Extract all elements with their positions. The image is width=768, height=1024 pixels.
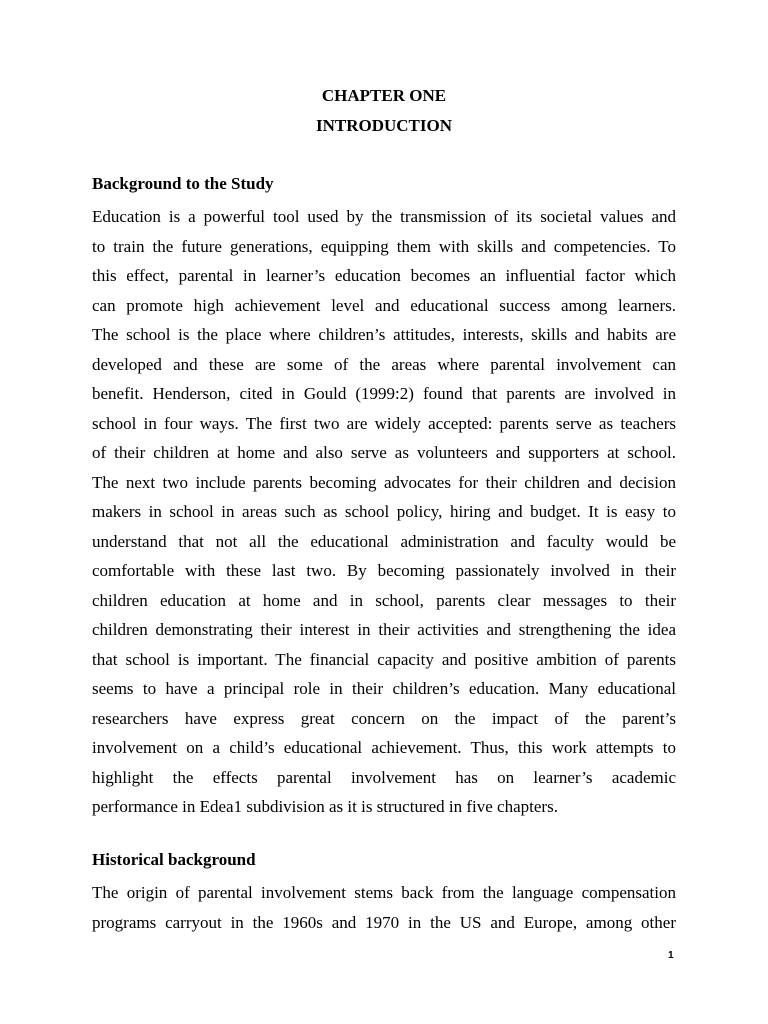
paragraph-line: benefit. Henderson, cited in Gould (1999:2) found that parents are involved in xyxy=(92,384,676,403)
paragraph-line: seems to have a principal role in their children’s education. Many educational xyxy=(92,679,676,698)
paragraph-line: school in four ways. The first two are widely accepted: parents serve as teachers xyxy=(92,413,676,433)
paragraph-line: researchers have express great concern on the impact of the parent’s xyxy=(92,708,676,728)
paragraph-line: The school is the place where children’s attitudes, interests, skills and habits are xyxy=(92,325,676,344)
paragraph-historical xyxy=(92,878,676,937)
paragraph-line: developed and these are some of the areas where parental involvement can xyxy=(92,354,676,374)
paragraph-line: this effect, parental in learner’s education becomes an influential factor which xyxy=(92,266,676,285)
paragraph-line: Education is a powerful tool used by the transmission of its societal values and xyxy=(92,207,676,226)
paragraph-line: The next two include parents becoming advocates for their children and decision xyxy=(92,472,676,492)
chapter-title: INTRODUCTION xyxy=(315,116,453,135)
paragraph-line: makers in school in areas such as school policy, hiring and budget. It is easy to xyxy=(92,502,676,521)
paragraph-line: can promote high achievement level and educational success among learners. xyxy=(92,295,676,315)
paragraph-line: performance in Edea1 subdivision as it is structured in five chapters. xyxy=(92,797,558,816)
paragraph-line: programs carryout in the 1960s and 1970 in the US and Europe, among other xyxy=(92,912,676,932)
paragraph-line: of their children at home and also serve as volunteers and supporters at school. xyxy=(92,443,676,462)
section-heading-historical: Historical background xyxy=(92,850,256,869)
paragraph-background xyxy=(92,202,676,822)
paragraph-line: children demonstrating their interest in their activities and strengthening the idea xyxy=(92,620,676,639)
paragraph-line: to train the future generations, equipping them with skills and competencies. To xyxy=(92,236,676,256)
paragraph-line: comfortable with these last two. By becoming passionately involved in their xyxy=(92,561,676,580)
paragraph-line: that school is important. The financial capacity and positive ambition of parents xyxy=(92,649,676,669)
paragraph-line: understand that not all the educational administration and faculty would be xyxy=(92,531,676,551)
paragraph-line: highlight the effects parental involvement has on learner’s academic xyxy=(92,767,676,787)
paragraph-line: children education at home and in school, parents clear messages to their xyxy=(92,590,676,610)
section-heading-background: Background to the Study xyxy=(92,174,274,193)
page-number: 1 xyxy=(668,950,674,961)
paragraph-line: involvement on a child’s educational achievement. Thus, this work attempts to xyxy=(92,738,676,757)
paragraph-line: The origin of parental involvement stems back from the language compensation xyxy=(92,883,676,902)
chapter-number: CHAPTER ONE xyxy=(321,86,447,105)
